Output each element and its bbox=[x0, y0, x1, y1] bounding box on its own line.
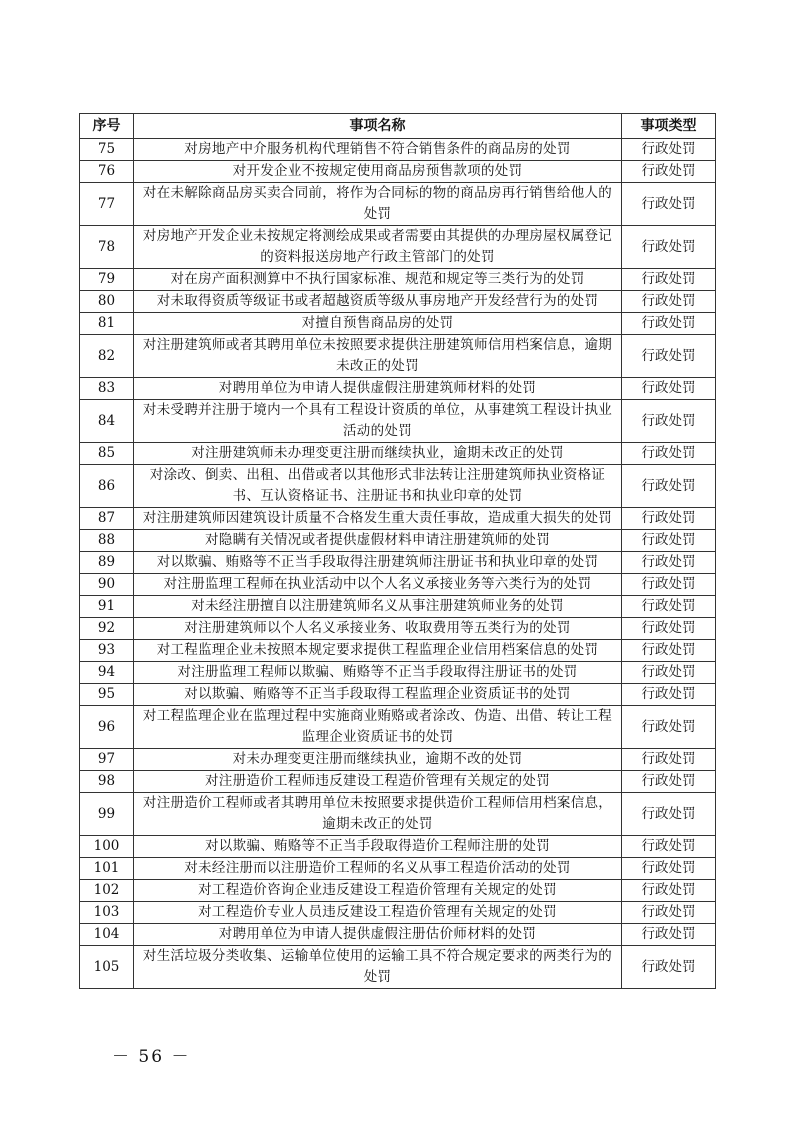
row-matter-type: 行政处罚 bbox=[622, 706, 716, 749]
row-serial-number: 89 bbox=[80, 552, 134, 574]
row-serial-number: 80 bbox=[80, 291, 134, 313]
row-matter-name: 对以欺骗、贿赂等不正当手段取得工程监理企业资质证书的处罚 bbox=[134, 684, 622, 706]
row-matter-type: 行政处罚 bbox=[622, 596, 716, 618]
row-serial-number: 79 bbox=[80, 269, 134, 291]
table-row bbox=[80, 465, 716, 508]
row-matter-type: 行政处罚 bbox=[622, 880, 716, 902]
row-matter-name: 对注册建筑师以个人名义承接业务、收取费用等五类行为的处罚 bbox=[134, 618, 622, 640]
table-row bbox=[80, 139, 716, 161]
table-row bbox=[80, 552, 716, 574]
row-matter-name: 对未取得资质等级证书或者超越资质等级从事房地产开发经营行为的处罚 bbox=[134, 291, 622, 313]
row-matter-name: 对在房产面积测算中不执行国家标准、规范和规定等三类行为的处罚 bbox=[134, 269, 622, 291]
row-serial-number: 87 bbox=[80, 508, 134, 530]
row-matter-name: 对工程监理企业在监理过程中实施商业贿赂或者涂改、伪造、出借、转让工程监理企业资质证书的处罚 bbox=[134, 706, 622, 749]
row-matter-type: 行政处罚 bbox=[622, 618, 716, 640]
matters-table bbox=[79, 113, 716, 989]
row-matter-type: 行政处罚 bbox=[622, 574, 716, 596]
row-serial-number: 101 bbox=[80, 858, 134, 880]
table-row bbox=[80, 378, 716, 400]
row-serial-number: 84 bbox=[80, 400, 134, 443]
table-row bbox=[80, 508, 716, 530]
row-matter-name: 对生活垃圾分类收集、运输单位使用的运输工具不符合规定要求的两类行为的处罚 bbox=[134, 946, 622, 989]
table-row bbox=[80, 400, 716, 443]
row-matter-name: 对注册建筑师未办理变更注册而继续执业，逾期未改正的处罚 bbox=[134, 443, 622, 465]
row-matter-name: 对聘用单位为申请人提供虚假注册估价师材料的处罚 bbox=[134, 924, 622, 946]
row-serial-number: 95 bbox=[80, 684, 134, 706]
row-matter-type: 行政处罚 bbox=[622, 378, 716, 400]
row-matter-name: 对注册监理工程师在执业活动中以个人名义承接业务等六类行为的处罚 bbox=[134, 574, 622, 596]
row-matter-type: 行政处罚 bbox=[622, 530, 716, 552]
row-serial-number: 97 bbox=[80, 749, 134, 771]
row-matter-name: 对聘用单位为申请人提供虚假注册建筑师材料的处罚 bbox=[134, 378, 622, 400]
table-row bbox=[80, 749, 716, 771]
row-matter-name: 对以欺骗、贿赂等不正当手段取得造价工程师注册的处罚 bbox=[134, 836, 622, 858]
row-matter-type: 行政处罚 bbox=[622, 465, 716, 508]
row-matter-type: 行政处罚 bbox=[622, 161, 716, 183]
row-matter-type: 行政处罚 bbox=[622, 291, 716, 313]
row-matter-name: 对房地产开发企业未按规定将测绘成果或者需要由其提供的办理房屋权属登记的资料报送房地产行政主管部门的处罚 bbox=[134, 226, 622, 269]
table-row bbox=[80, 771, 716, 793]
table-row bbox=[80, 684, 716, 706]
row-serial-number: 98 bbox=[80, 771, 134, 793]
row-matter-name: 对未办理变更注册而继续执业，逾期不改的处罚 bbox=[134, 749, 622, 771]
table-row bbox=[80, 946, 716, 989]
table-row bbox=[80, 313, 716, 335]
row-matter-name: 对以欺骗、贿赂等不正当手段取得注册建筑师注册证书和执业印章的处罚 bbox=[134, 552, 622, 574]
row-matter-name: 对隐瞒有关情况或者提供虚假材料申请注册建筑师的处罚 bbox=[134, 530, 622, 552]
row-matter-type: 行政处罚 bbox=[622, 902, 716, 924]
row-matter-type: 行政处罚 bbox=[622, 793, 716, 836]
row-serial-number: 85 bbox=[80, 443, 134, 465]
row-serial-number: 103 bbox=[80, 902, 134, 924]
row-serial-number: 104 bbox=[80, 924, 134, 946]
table-row bbox=[80, 226, 716, 269]
table-row bbox=[80, 183, 716, 226]
row-serial-number: 93 bbox=[80, 640, 134, 662]
row-serial-number: 102 bbox=[80, 880, 134, 902]
row-serial-number: 99 bbox=[80, 793, 134, 836]
table-row bbox=[80, 836, 716, 858]
table-row bbox=[80, 880, 716, 902]
row-serial-number: 82 bbox=[80, 335, 134, 378]
row-serial-number: 96 bbox=[80, 706, 134, 749]
row-matter-type: 行政处罚 bbox=[622, 139, 716, 161]
table-row bbox=[80, 269, 716, 291]
row-matter-type: 行政处罚 bbox=[622, 771, 716, 793]
row-matter-type: 行政处罚 bbox=[622, 924, 716, 946]
header-serial-number: 序号 bbox=[80, 114, 134, 139]
table-row bbox=[80, 706, 716, 749]
row-matter-type: 行政处罚 bbox=[622, 313, 716, 335]
row-matter-type: 行政处罚 bbox=[622, 335, 716, 378]
header-matter-type: 事项类型 bbox=[622, 114, 716, 139]
row-matter-name: 对工程造价专业人员违反建设工程造价管理有关规定的处罚 bbox=[134, 902, 622, 924]
row-matter-type: 行政处罚 bbox=[622, 226, 716, 269]
table-row bbox=[80, 662, 716, 684]
row-serial-number: 83 bbox=[80, 378, 134, 400]
header-matter-name: 事项名称 bbox=[134, 114, 622, 139]
row-matter-type: 行政处罚 bbox=[622, 640, 716, 662]
row-serial-number: 100 bbox=[80, 836, 134, 858]
row-matter-name: 对未经注册而以注册造价工程师的名义从事工程造价活动的处罚 bbox=[134, 858, 622, 880]
row-matter-type: 行政处罚 bbox=[622, 508, 716, 530]
row-matter-type: 行政处罚 bbox=[622, 552, 716, 574]
row-matter-name: 对工程造价咨询企业违反建设工程造价管理有关规定的处罚 bbox=[134, 880, 622, 902]
table-row bbox=[80, 858, 716, 880]
table-row bbox=[80, 443, 716, 465]
row-matter-type: 行政处罚 bbox=[622, 269, 716, 291]
table-row bbox=[80, 618, 716, 640]
table-row bbox=[80, 161, 716, 183]
row-matter-type: 行政处罚 bbox=[622, 749, 716, 771]
table-row bbox=[80, 640, 716, 662]
row-serial-number: 88 bbox=[80, 530, 134, 552]
row-matter-name: 对开发企业不按规定使用商品房预售款项的处罚 bbox=[134, 161, 622, 183]
row-matter-name: 对房地产中介服务机构代理销售不符合销售条件的商品房的处罚 bbox=[134, 139, 622, 161]
row-serial-number: 81 bbox=[80, 313, 134, 335]
table-row bbox=[80, 596, 716, 618]
row-matter-type: 行政处罚 bbox=[622, 858, 716, 880]
row-serial-number: 94 bbox=[80, 662, 134, 684]
row-matter-name: 对涂改、倒卖、出租、出借或者以其他形式非法转让注册建筑师执业资格证书、互认资格证书、注册证书和执业印章的处罚 bbox=[134, 465, 622, 508]
table-row bbox=[80, 902, 716, 924]
row-matter-type: 行政处罚 bbox=[622, 400, 716, 443]
table-row bbox=[80, 793, 716, 836]
row-matter-type: 行政处罚 bbox=[622, 662, 716, 684]
row-matter-name: 对注册建筑师因建筑设计质量不合格发生重大责任事故，造成重大损失的处罚 bbox=[134, 508, 622, 530]
row-matter-name: 对未经注册擅自以注册建筑师名义从事注册建筑师业务的处罚 bbox=[134, 596, 622, 618]
row-matter-type: 行政处罚 bbox=[622, 684, 716, 706]
row-serial-number: 76 bbox=[80, 161, 134, 183]
row-matter-name: 对未受聘并注册于境内一个具有工程设计资质的单位，从事建筑工程设计执业活动的处罚 bbox=[134, 400, 622, 443]
row-serial-number: 91 bbox=[80, 596, 134, 618]
row-matter-type: 行政处罚 bbox=[622, 836, 716, 858]
table-row bbox=[80, 530, 716, 552]
row-matter-name: 对注册造价工程师或者其聘用单位未按照要求提供造价工程师信用档案信息，逾期未改正的处罚 bbox=[134, 793, 622, 836]
row-matter-name: 对在未解除商品房买卖合同前，将作为合同标的物的商品房再行销售给他人的处罚 bbox=[134, 183, 622, 226]
row-serial-number: 86 bbox=[80, 465, 134, 508]
row-serial-number: 90 bbox=[80, 574, 134, 596]
row-matter-name: 对工程监理企业未按照本规定要求提供工程监理企业信用档案信息的处罚 bbox=[134, 640, 622, 662]
row-matter-name: 对注册造价工程师违反建设工程造价管理有关规定的处罚 bbox=[134, 771, 622, 793]
table-row bbox=[80, 335, 716, 378]
row-serial-number: 75 bbox=[80, 139, 134, 161]
table-row bbox=[80, 574, 716, 596]
row-serial-number: 105 bbox=[80, 946, 134, 989]
table-row bbox=[80, 924, 716, 946]
row-serial-number: 77 bbox=[80, 183, 134, 226]
table-header-row bbox=[80, 114, 716, 139]
row-matter-type: 行政处罚 bbox=[622, 946, 716, 989]
row-serial-number: 78 bbox=[80, 226, 134, 269]
row-matter-type: 行政处罚 bbox=[622, 183, 716, 226]
row-serial-number: 92 bbox=[80, 618, 134, 640]
table-row bbox=[80, 291, 716, 313]
row-matter-name: 对注册监理工程师以欺骗、贿赂等不正当手段取得注册证书的处罚 bbox=[134, 662, 622, 684]
row-matter-type: 行政处罚 bbox=[622, 443, 716, 465]
page-number: － 56 － bbox=[112, 1047, 191, 1067]
row-matter-name: 对注册建筑师或者其聘用单位未按照要求提供注册建筑师信用档案信息，逾期未改正的处罚 bbox=[134, 335, 622, 378]
row-matter-name: 对擅自预售商品房的处罚 bbox=[134, 313, 622, 335]
